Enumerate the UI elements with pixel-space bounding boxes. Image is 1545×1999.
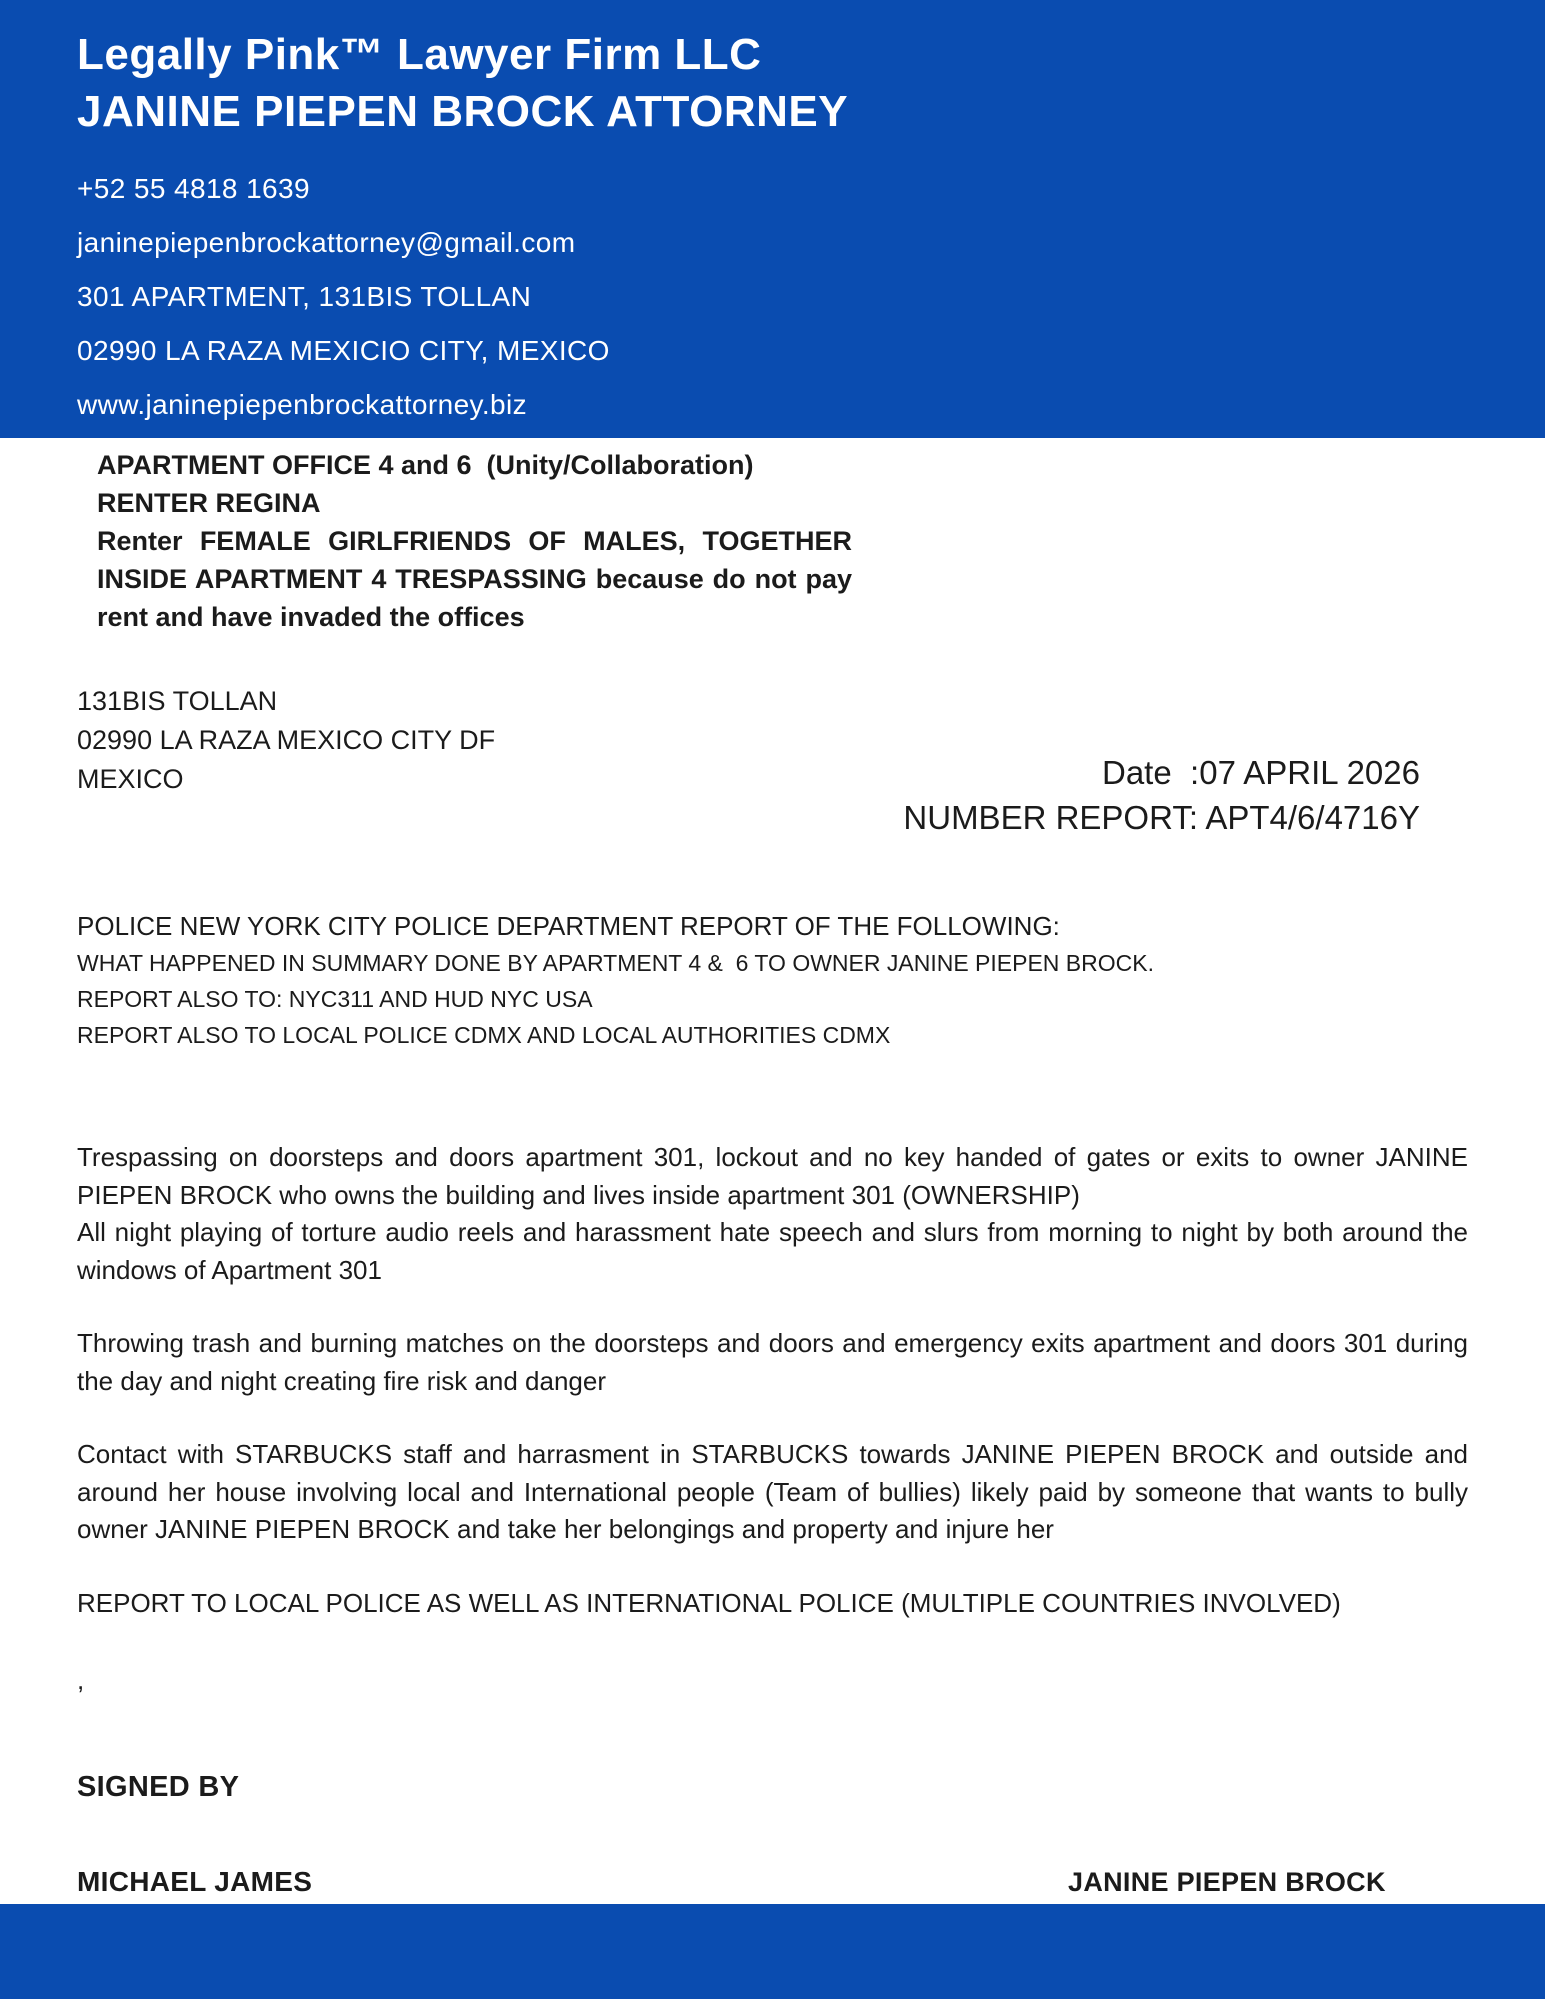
paragraph-trash-fire: Throwing trash and burning matches on the doorsteps and doors and emergency exits apartment and doors 301 during the day and night creating fire risk and danger xyxy=(77,1328,1468,1396)
letterhead xyxy=(0,0,1545,438)
city-address: 02990 LA RAZA MEXICIO CITY, MEXICO xyxy=(77,335,610,366)
date-report-block xyxy=(903,750,1420,840)
date-line: Date :07 APRIL 2026 xyxy=(1102,754,1420,791)
report-paragraphs xyxy=(77,1139,1468,1622)
report-header-block xyxy=(77,908,1468,1053)
firm-name: Legally Pink™ Lawyer Firm LLC xyxy=(77,30,762,79)
recipient-address-line3: MEXICO xyxy=(77,764,184,794)
footer-bar xyxy=(0,1904,1545,1999)
report-header-line4: REPORT ALSO TO LOCAL POLICE CDMX AND LOCAL AUTHORITIES CDMX xyxy=(77,1022,891,1048)
email-address: janinepiepenbrockattorney@gmail.com xyxy=(77,227,576,258)
paragraph-trespassing-part1: Trespassing on doorsteps and doors apartment 301, lockout and no key handed of gates or exits to owner JANINE PIEPEN BROCK who owns the building and lives inside apartment 301 (OWNERSHIP) xyxy=(77,1142,1468,1210)
paragraph-report-to-police: REPORT TO LOCAL POLICE AS WELL AS INTERNATIONAL POLICE (MULTIPLE COUNTRIES INVOLVED) xyxy=(77,1587,1341,1618)
paragraph-audio-harassment: All night playing of torture audio reels and harassment hate speech and slurs from morning to night by both around the windows of Apartment 301 xyxy=(77,1217,1468,1285)
case-subject-block xyxy=(97,446,1468,636)
signature-left-name: MICHAEL JAMES xyxy=(77,1866,313,1897)
contact-block xyxy=(77,162,1468,432)
case-subject-paragraph: Renter FEMALE GIRLFRIENDS OF MALES, TOGETHER INSIDE APARTMENT 4 TRESPASSING because do not pay rent and have invaded the offices xyxy=(97,526,852,632)
recipient-address-line1: 131BIS TOLLAN xyxy=(77,686,278,716)
signed-by-label: SIGNED BY xyxy=(77,1771,240,1803)
report-header-line1: POLICE NEW YORK CITY POLICE DEPARTMENT REPORT OF THE FOLLOWING: xyxy=(77,911,1060,941)
report-header-line2: WHAT HAPPENED IN SUMMARY DONE BY APARTMENT 4 & 6 TO OWNER JANINE PIEPEN BROCK. xyxy=(77,950,1154,976)
street-address: 301 APARTMENT, 131BIS TOLLAN xyxy=(77,281,532,312)
recipient-address-line2: 02990 LA RAZA MEXICO CITY DF xyxy=(77,725,496,755)
paragraph-trespassing xyxy=(77,1139,1468,1289)
letter-body xyxy=(0,446,1545,1942)
website-url: www.janinepiepenbrockattorney.biz xyxy=(77,389,528,420)
address-and-date-row xyxy=(77,682,1468,842)
case-subject-line1: APARTMENT OFFICE 4 and 6 (Unity/Collaboration) xyxy=(97,450,754,480)
paragraph-starbucks: Contact with STARBUCKS staff and harrasment in STARBUCKS towards JANINE PIEPEN BROCK and outside and around her house involving local and International people (Team of bullies) likely paid by someone that wants to bully owner JANINE PIEPEN BROCK and take her belongings and property and injure her xyxy=(77,1439,1468,1544)
report-number-line: NUMBER REPORT: APT4/6/4716Y xyxy=(903,799,1420,836)
report-header-line3: REPORT ALSO TO: NYC311 AND HUD NYC USA xyxy=(77,986,593,1012)
attorney-name: JANINE PIEPEN BROCK ATTORNEY xyxy=(77,87,849,136)
case-subject-line2: RENTER REGINA xyxy=(97,488,321,518)
stray-comma: , xyxy=(77,1665,85,1695)
signature-right-name: JANINE PIEPEN BROCK xyxy=(1068,1867,1386,1897)
phone-number: +52 55 4818 1639 xyxy=(77,173,310,204)
